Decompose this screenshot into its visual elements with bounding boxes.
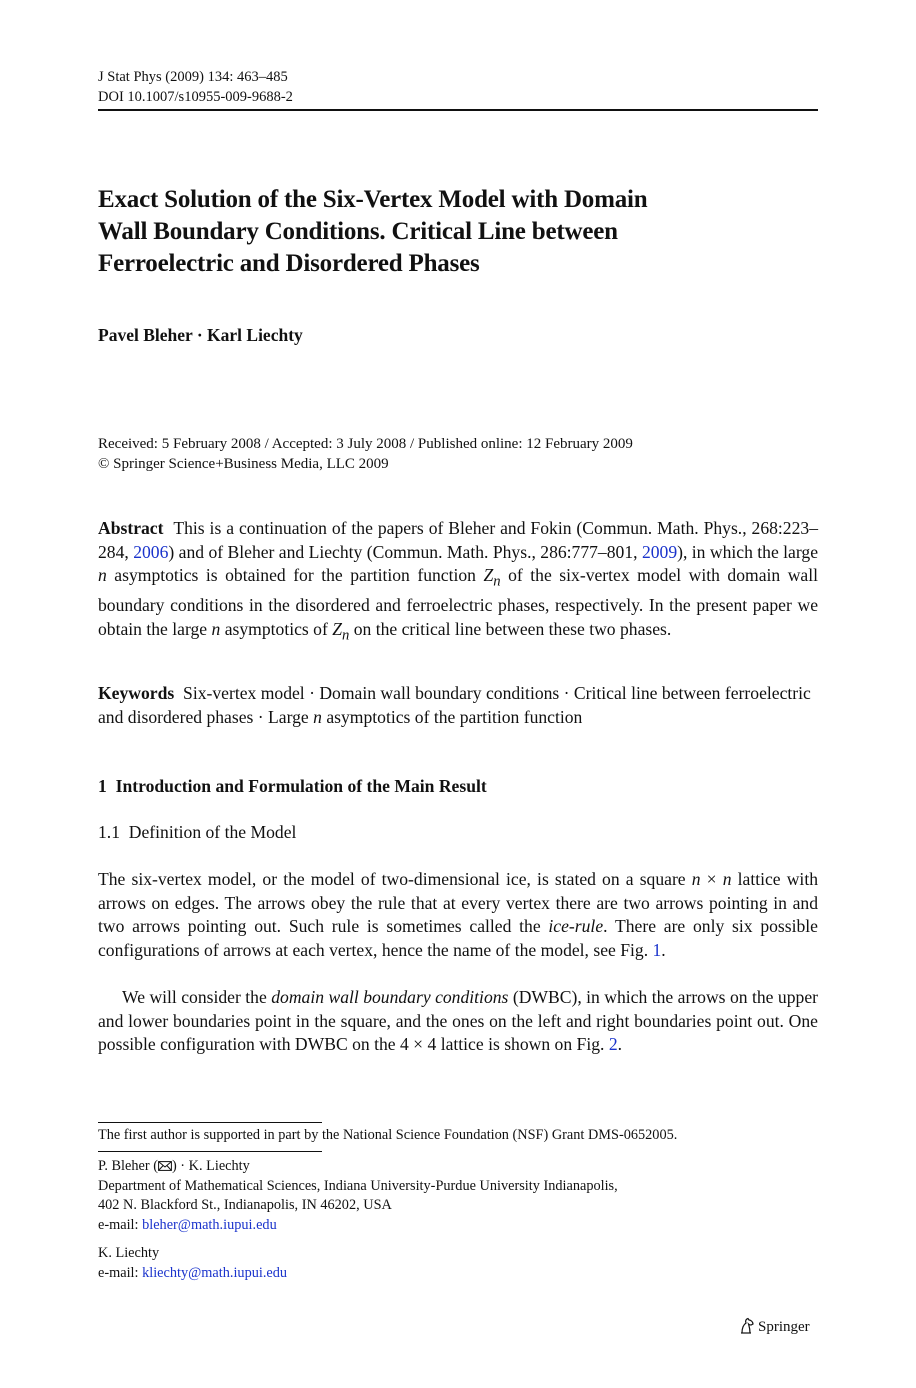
abstract-text: of the six-vertex model with domain wall boundary conditions in the disordered and ferroelectric phases, respectively. In the present paper we obtain the large — [98, 565, 819, 639]
publication-dates — [98, 434, 633, 474]
emphasis: domain wall boundary conditions — [271, 987, 509, 1007]
math-Z: Z — [332, 618, 343, 639]
author-name: ) · K. Liechty — [171, 1158, 250, 1174]
subsection-title: Definition of the Model — [128, 822, 297, 842]
abstract-text: on the critical line between these two phases. — [349, 618, 672, 639]
affiliation-names — [98, 1157, 618, 1177]
keywords-text: asymptotics of the partition function — [321, 706, 583, 727]
title-line: Exact Solution of the Six-Vertex Model with Domain — [98, 186, 648, 213]
springer-horse-icon — [738, 1317, 756, 1335]
abstract-text: This is a continuation of the papers of Bleher and Fokin (Commun. Math. Phys., 268:223–284, — [98, 518, 818, 562]
paragraph-text: . There are only six possible configurations of arrows at each vertex, hence the name of the model, see Fig. — [98, 916, 818, 960]
paragraph — [98, 868, 818, 962]
keywords-label: Keywords — [98, 683, 175, 703]
email-label: e-mail: — [98, 1264, 143, 1281]
email-line — [98, 1264, 287, 1284]
figure-link[interactable]: 1 — [652, 939, 662, 960]
paragraph-text: The six-vertex model, or the model of two-dimensional ice, is stated on a square — [98, 869, 692, 889]
math-sub-n: n — [342, 627, 350, 644]
math-times: × — [706, 869, 717, 889]
math-n: n — [313, 706, 322, 727]
address: 402 N. Blackford St., Indianapolis, IN 46202, USA — [98, 1197, 392, 1214]
affiliation-rule — [98, 1151, 322, 1152]
received-accepted-published: Received: 5 February 2008 / Accepted: 3 July 2008 / Published online: 12 February 2009 — [98, 436, 633, 452]
figure-link[interactable]: 2 — [608, 1034, 618, 1055]
publisher-name: Springer — [758, 1319, 810, 1335]
section-title: Introduction and Formulation of the Main Result — [115, 776, 487, 796]
abstract — [98, 517, 818, 648]
journal-header — [98, 67, 293, 107]
paragraph-text: lattice with arrows on edges. The arrows obey the rule that at every vertex there are two arrows pointing in and two arrows pointing out. Such rule is sometimes called the — [98, 869, 819, 937]
abstract-text: asymptotics of — [220, 618, 333, 639]
emphasis: ice-rule — [548, 916, 604, 937]
paragraph-text: We will consider the — [122, 987, 272, 1007]
journal-citation: J Stat Phys (2009) 134: 463–485 — [98, 69, 288, 85]
email-label: e-mail: — [98, 1216, 143, 1233]
math-Z: Z — [483, 565, 494, 586]
title-line: Wall Boundary Conditions. Critical Line between — [98, 218, 618, 245]
paragraph — [98, 986, 818, 1057]
abstract-label: Abstract — [98, 518, 164, 538]
keywords-text: Six-vertex model · Domain wall boundary conditions · Critical line between ferroelectric and disordered phases · Large — [98, 683, 811, 727]
math-sub-n: n — [493, 573, 501, 590]
math-n: n — [722, 869, 732, 889]
doi: DOI 10.1007/s10955-009-9688-2 — [98, 89, 293, 105]
author-name: P. Bleher ( — [98, 1158, 158, 1174]
citation-link[interactable]: 2009 — [641, 541, 678, 562]
subsection-number: 1.1 — [98, 822, 120, 842]
department: Department of Mathematical Sciences, Indiana University-Purdue University Indianapolis, — [98, 1177, 618, 1194]
abstract-text: ) and of Bleher and Liechty (Commun. Math. Phys., 286:777–801, — [168, 541, 642, 562]
publisher-mark — [738, 1317, 810, 1336]
author-name: K. Liechty — [98, 1245, 160, 1261]
section-number: 1 — [98, 776, 107, 796]
email-link[interactable]: bleher@math.iupui.edu — [142, 1216, 277, 1233]
math-n: n — [98, 565, 107, 586]
email-line — [98, 1216, 618, 1236]
section-heading — [98, 776, 487, 797]
affiliation-block — [98, 1157, 618, 1235]
copyright: © Springer Science+Business Media, LLC 2009 — [98, 456, 389, 472]
abstract-text: ), in which the large — [677, 541, 819, 562]
math-n: n — [211, 618, 221, 639]
header-rule — [98, 109, 818, 111]
paragraph-text: (DWBC), in which the arrows on the upper and lower boundaries point in the square, and the ones on the left and right boundaries point out. One possible configuration with DWBC on the 4 × 4 lattice is shown on Fig. — [98, 987, 818, 1055]
keywords — [98, 682, 818, 729]
paper-title — [98, 184, 748, 280]
subsection-heading — [98, 822, 296, 843]
paragraph-text: . — [617, 1034, 623, 1055]
abstract-text: asymptotics is obtained for the partition function — [106, 565, 484, 586]
affiliation-block — [98, 1244, 287, 1283]
email-link[interactable]: kliechty@math.iupui.edu — [142, 1264, 288, 1281]
title-line: Ferroelectric and Disordered Phases — [98, 250, 480, 277]
envelope-icon — [158, 1161, 172, 1171]
authors: Pavel Bleher · Karl Liechty — [98, 325, 303, 345]
math-n: n — [691, 869, 701, 889]
footnote-rule — [98, 1122, 322, 1123]
footnote: The first author is supported in part by the National Science Foundation (NSF) Grant DMS-0652005. — [98, 1127, 678, 1143]
paragraph-text: . — [661, 939, 666, 960]
citation-link[interactable]: 2006 — [133, 541, 169, 562]
